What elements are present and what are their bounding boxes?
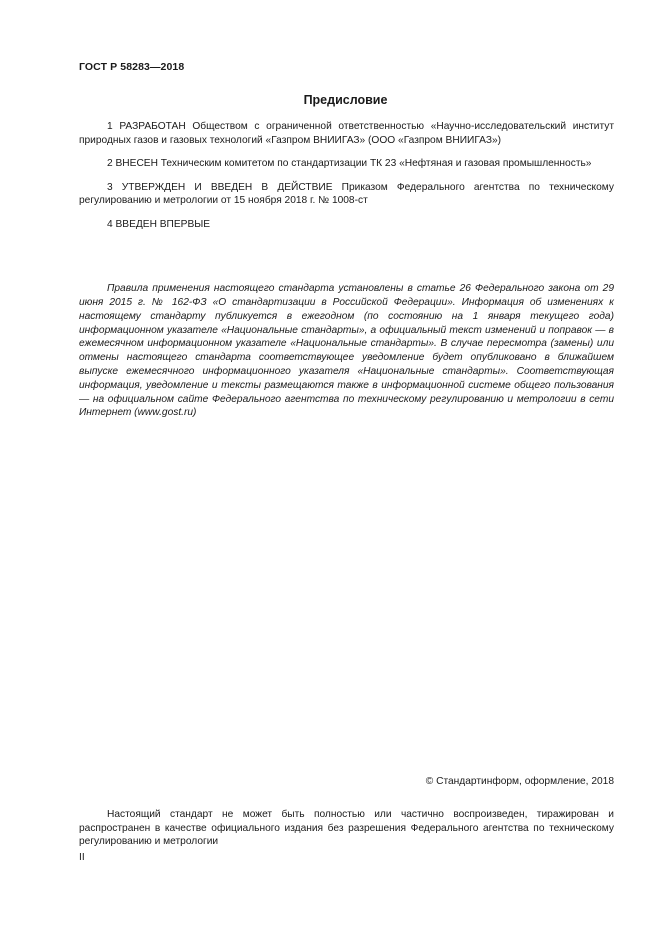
preface-items <box>79 120 614 242</box>
page-number: II <box>79 852 85 863</box>
preface-item-introduced: 2 ВНЕСЕН Техническим комитетом по стандартизации ТК 23 «Нефтяная и газовая промышленность» <box>107 158 592 170</box>
preface-item-approved: 3 УТВЕРЖДЕН И ВВЕДЕН В ДЕЙСТВИЕ Приказом Федерального агентства по техническому регулированию и метрологии от 15 ноября 2018 г. № 1008-ст <box>79 181 614 207</box>
copyright-notice: © Стандартинформ, оформление, 2018 <box>425 776 614 787</box>
reproduction-rights-notice: Настоящий стандарт не может быть полностью или частично воспроизведен, тиражирован и распространен в качестве официального издания без разрешения Федерального агентства по техническому регулированию и метрологии <box>79 809 614 848</box>
preface-item-developed: 1 РАЗРАБОТАН Обществом с ограниченной ответственностью «Научно-исследовательский институт природных газов и газовых технологий «Газпром ВНИИГАЗ» (ООО «Газпром ВНИИГАЗ») <box>79 121 614 146</box>
application-rules-notice: Правила применения настоящего стандарта установлены в статье 26 Федерального закона от 29 июня 2015 г. № 162-ФЗ «О стандартизации в Российской Федерации». Информация об изменениях к настоящему стандарту публикуется в ежегодном (по состоянию на 1 января текущего года) информационном указателе «Национальные стандарты», а официальный текст изменений и поправок — в ежемесячном информационном указателе «Национальные стандарты». В случае пересмотра (замены) или отмены настоящего стандарта соответствующее уведомление будет опубликовано в ближайшем выпуске ежемесячного информационного указателя «Национальные стандарты». Соответствующая информация, уведомление и тексты размещаются также в информационной системе общего пользования — на официальном сайте Федерального агентства по техническому регулированию и метрологии в сети Интернет (www.gost.ru) <box>79 283 614 419</box>
preface-title: Предисловие <box>303 93 388 107</box>
preface-item-first-introduced: 4 ВВЕДЕН ВПЕРВЫЕ <box>107 218 211 230</box>
document-code: ГОСТ Р 58283—2018 <box>79 61 185 73</box>
